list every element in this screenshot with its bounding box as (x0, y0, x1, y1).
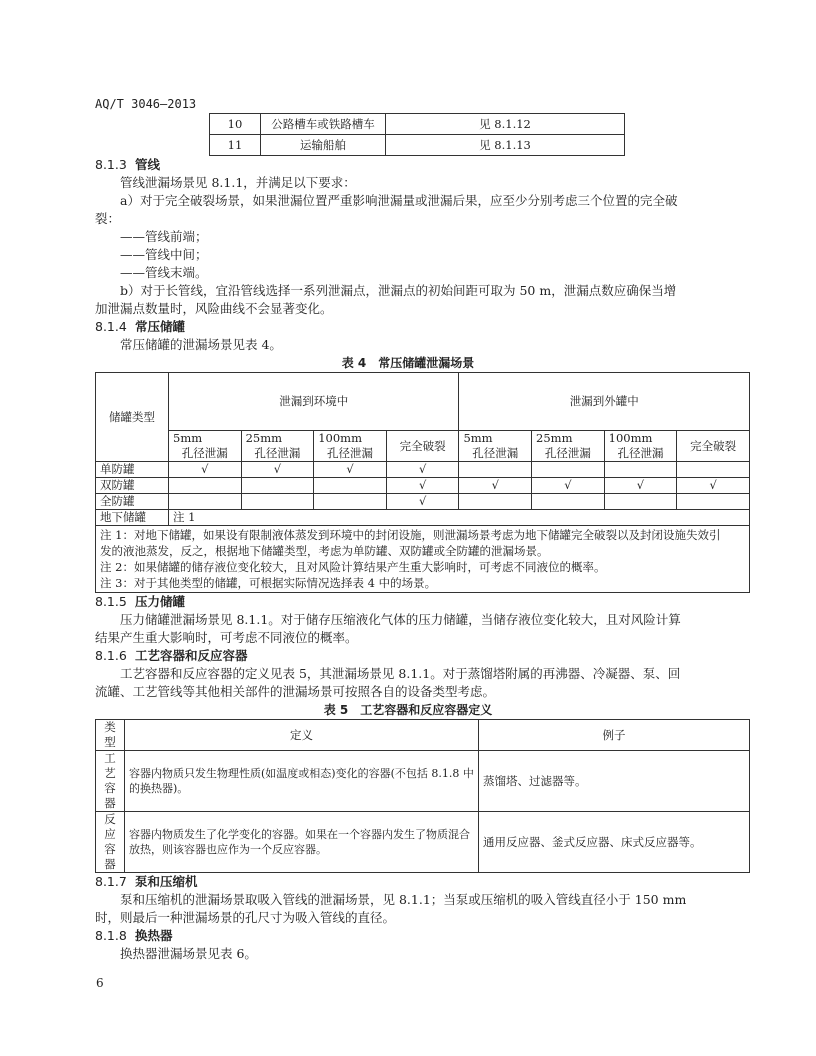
standard-code-header: AQ/T 3046—2013 (95, 97, 197, 111)
paragraph-line: 换热器泄漏场景见表 6。 (120, 946, 257, 961)
sub-header: 5mm 孔径泄漏 (459, 431, 532, 462)
section-heading-8-1-5: 8.1.5 压力储罐 (95, 594, 186, 609)
check-cell (241, 478, 314, 494)
check-cell: √ (386, 494, 459, 510)
check-cell: √ (169, 462, 242, 478)
tank-type: 全防罐 (96, 494, 169, 510)
paragraph-line: 常压储罐的泄漏场景见表 4。 (120, 337, 282, 352)
section-heading-8-1-7: 8.1.7 泵和压缩机 (95, 874, 198, 889)
check-cell (314, 478, 387, 494)
sub-header: 25mm 孔径泄漏 (241, 431, 314, 462)
sub-header: 100mm 孔径泄漏 (604, 431, 677, 462)
list-item: ——管线前端； (120, 229, 208, 244)
group-header: 泄漏到环境中 (169, 373, 459, 431)
type-header: 储罐类型 (96, 373, 169, 462)
table-5: 类型 定义 例子 工艺 容器 容器内物质只发生物理性质(如温度或相态)变化的容器(不包括 8.1.8 中的换热器)。 蒸馏塔、过滤器等。 反应 容器 容器内物质发生了化学变化的容器。如果在一个容器内发生了物质混合放热，则该容器也应作为一个反应容器。 通用反应器、釜式反应器、床式反应器等。 (95, 719, 750, 873)
paragraph-line: 加泄漏点数量时，风险曲线不会显著变化。 (95, 301, 333, 316)
table-notes: 注 1：对地下储罐，如果设有限制液体蒸发到环境中的封闭设施，则泄漏场景考虑为地下储罐完全破裂以及封闭设施失效引 发的液池蒸发，反之，根据地下储罐类型，考虑为单防罐、双防罐或全防罐的泄漏场景。 注 2：如果储罐的储存液位变化较大，且对风险计算结果产生重大影响时，可考虑不同液位的概率。 注 3：对于其他类型的储罐，可根据实际情况选择表 4 中的场景。 (96, 526, 750, 593)
check-cell (169, 494, 242, 510)
check-cell: √ (677, 478, 750, 494)
check-cell (532, 494, 605, 510)
section-heading-8-1-8: 8.1.8 换热器 (95, 928, 173, 943)
sub-header: 5mm 孔径泄漏 (169, 431, 242, 462)
paragraph-line: 结果产生重大影响时，可考虑不同液位的概率。 (95, 630, 358, 645)
table-row: 11 运输船舶 见 8.1.13 (210, 135, 625, 156)
group-header: 泄漏到外罐中 (459, 373, 750, 431)
check-cell (459, 462, 532, 478)
table-row: 工艺 容器 容器内物质只发生物理性质(如温度或相态)变化的容器(不包括 8.1.8 中的换热器)。 蒸馏塔、过滤器等。 (96, 751, 750, 812)
table-row: 反应 容器 容器内物质发生了化学变化的容器。如果在一个容器内发生了物质混合放热，则该容器也应作为一个反应容器。 通用反应器、釜式反应器、床式反应器等。 (96, 812, 750, 873)
paragraph-line: 时，则最后一种泄漏场景的孔尺寸为吸入管线的直径。 (95, 910, 396, 925)
page-number: 6 (96, 976, 104, 990)
section-heading-8-1-6: 8.1.6 工艺容器和反应容器 (95, 648, 248, 663)
check-cell: √ (532, 478, 605, 494)
table-row (96, 494, 750, 510)
check-cell (459, 494, 532, 510)
sub-header: 100mm 孔径泄漏 (314, 431, 387, 462)
list-item: ——管线末端。 (120, 265, 208, 280)
table-5-caption: 表 5 工艺容器和反应容器定义 (323, 703, 493, 717)
sub-header: 完全破裂 (677, 431, 750, 462)
section-heading-8-1-4: 8.1.4 常压储罐 (95, 319, 186, 334)
check-cell (241, 494, 314, 510)
table-row (96, 462, 750, 478)
paragraph-line: 泵和压缩机的泄漏场景取吸入管线的泄漏场景，见 8.1.1；当泵或压缩机的吸入管线直径小于 150 mm (120, 892, 687, 907)
table-row (96, 478, 750, 494)
table-row: 10 公路槽车或铁路槽车 见 8.1.12 (210, 114, 625, 135)
paragraph-line: 工艺容器和反应容器的定义见表 5，其泄漏场景见 8.1.1。对于蒸馏塔附属的再沸器、冷凝器、泵、回 (120, 666, 681, 681)
paragraph-line: 裂： (95, 211, 121, 226)
check-cell (677, 494, 750, 510)
tank-type: 双防罐 (96, 478, 169, 494)
check-cell (604, 494, 677, 510)
check-cell: √ (604, 478, 677, 494)
paragraph-line: 流罐、工艺管线等其他相关部件的泄漏场景可按照各自的设备类型考虑。 (95, 684, 496, 699)
check-cell (677, 462, 750, 478)
list-item: ——管线中间； (120, 247, 208, 262)
table-4: 储罐类型 泄漏到环境中 泄漏到外罐中 5mm 孔径泄漏 25mm 孔径泄漏 100mm 孔径泄漏 完全破裂 5mm 孔径泄漏 25mm 孔径泄漏 100mm 孔径泄漏 完全破裂 单防罐 √ √ √ √ 双防罐 √ √ √ √ √ 全防罐 √ 地下储罐 注 1 注 1：对地下储罐，如果设有限制液体蒸发到环境中的封闭设施，则泄漏场景考虑为地下储罐完全破裂以及封闭设施失效引 发的液池蒸发，反之，根据地下储罐类型，考虑为单防罐、双防罐或全防罐的泄漏场景。 注 2：如果储罐的储存液位变化较大，且对风险计算结果产生重大影响时，可考虑不同液位的概率。 注 3：对于其他类型的储罐，可根据实际情况选择表 4 中的场景。 (95, 372, 750, 593)
table-4-caption: 表 4 常压储罐泄漏场景 (341, 356, 475, 370)
sub-header: 完全破裂 (386, 431, 459, 462)
sub-header: 25mm 孔径泄漏 (532, 431, 605, 462)
check-cell (532, 462, 605, 478)
check-cell: √ (459, 478, 532, 494)
section-heading-8-1-3: 8.1.3 管线 (95, 157, 161, 172)
check-cell: √ (386, 462, 459, 478)
paragraph-line: 管线泄漏场景见 8.1.1，并满足以下要求： (120, 175, 356, 190)
page-content (95, 95, 750, 963)
tank-type: 单防罐 (96, 462, 169, 478)
paragraph-line: 压力储罐泄漏场景见 8.1.1。对于储存压缩液化气体的压力储罐，当储存液位变化较大，且对风险计算 (120, 612, 681, 627)
check-cell: √ (241, 462, 314, 478)
check-cell (314, 494, 387, 510)
check-cell (604, 462, 677, 478)
paragraph-line: b）对于长管线，宜沿管线选择一系列泄漏点，泄漏点的初始间距可取为 50 m，泄漏点数应确保当增 (120, 283, 677, 298)
continued-table (209, 113, 625, 156)
check-cell: √ (314, 462, 387, 478)
check-cell: √ (386, 478, 459, 494)
paragraph-line: a）对于完全破裂场景，如果泄漏位置严重影响泄漏量或泄漏后果，应至少分别考虑三个位置的完全破 (120, 193, 678, 208)
check-cell (169, 478, 242, 494)
